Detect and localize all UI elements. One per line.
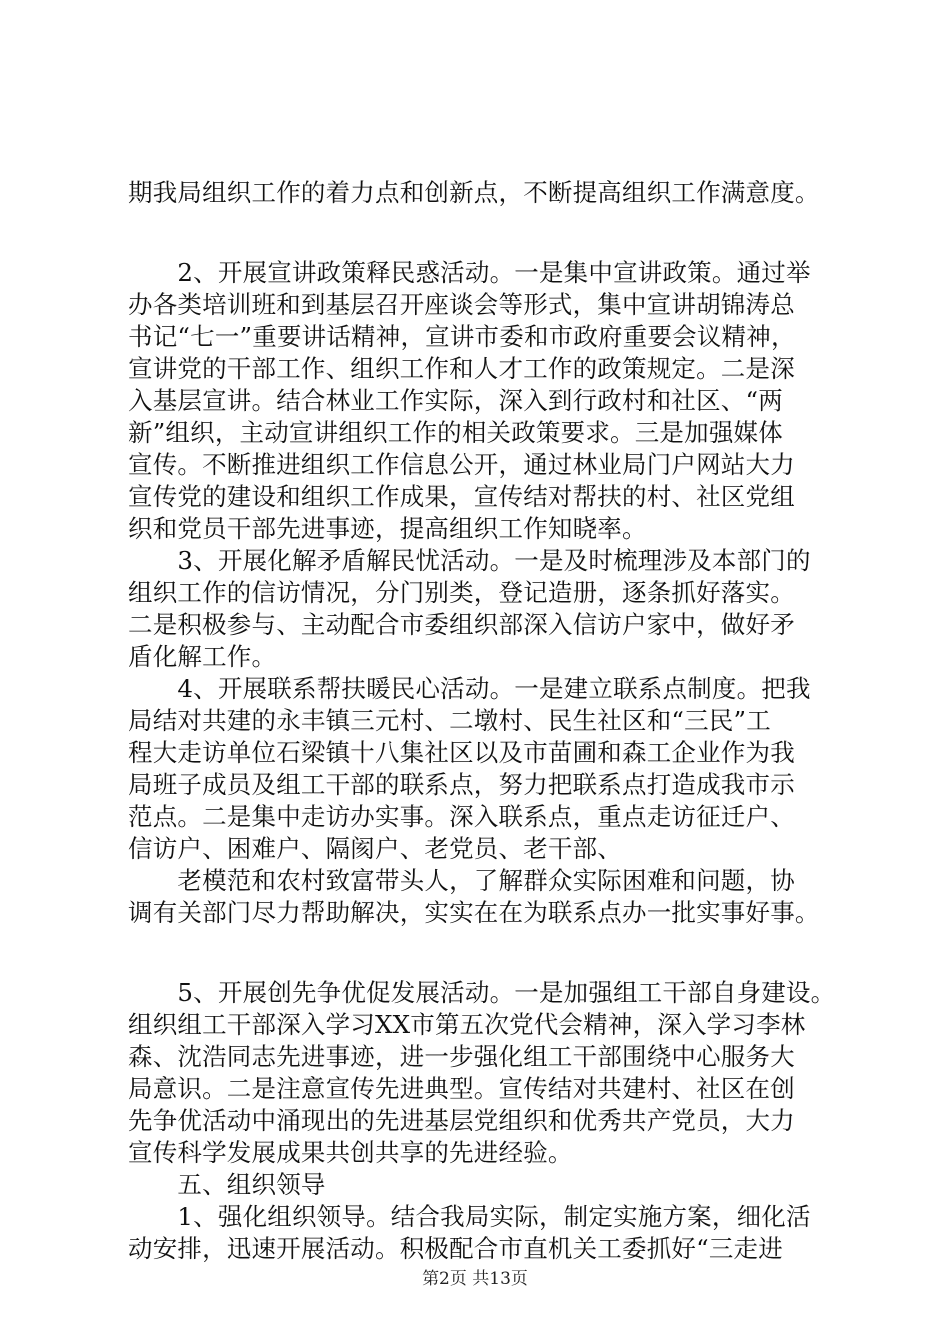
text-line: 1、强化组织领导。结合我局实际，制定实施方案，细化活: [128, 1202, 811, 1231]
text-line: 3、开展化解矛盾解民忧活动。一是及时梳理涉及本部门的: [128, 546, 811, 575]
text-line: 局班子成员及组工干部的联系点，努力把联系点打造成我市示: [128, 770, 795, 799]
text-line: 宣传党的建设和组织工作成果，宣传结对帮扶的村、社区党组: [128, 482, 795, 511]
text-line: 程大走访单位石梁镇十八集社区以及市苗圃和森工企业作为我: [128, 738, 795, 767]
page-number-footer: 第2页 共13页: [422, 1269, 528, 1289]
text-line: 宣传科学发展成果共创共享的先进经验。: [128, 1138, 573, 1167]
text-line: 期我局组织工作的着力点和创新点，不断提高组织工作满意度。: [128, 178, 820, 207]
text-line: 先争优活动中涌现出的先进基层党组织和优秀共产党员，大力: [128, 1106, 795, 1135]
text-line: 森、沈浩同志先进事迹，进一步强化组工干部围绕中心服务大: [128, 1042, 795, 1071]
text-line: 5、开展创先争优促发展活动。一是加强组工干部自身建设。: [128, 978, 836, 1007]
text-line: 局结对共建的永丰镇三元村、二墩村、民生社区和“三民”工: [128, 706, 771, 735]
text-line: 盾化解工作。: [128, 642, 277, 671]
text-line: 2、开展宣讲政策释民惑活动。一是集中宣讲政策。通过举: [128, 258, 811, 287]
text-line: 组织工作的信访情况，分门别类，登记造册，逐条抓好落实。: [128, 578, 795, 607]
text-line: 新”组织，主动宣讲组织工作的相关政策要求。三是加强媒体: [128, 418, 783, 447]
text-line: 织和党员干部先进事迹，提高组织工作知晓率。: [128, 514, 647, 543]
text-line: 信访户、困难户、隔阂户、老党员、老干部、: [128, 834, 622, 863]
text-line: 办各类培训班和到基层召开座谈会等形式，集中宣讲胡锦涛总: [128, 290, 795, 319]
text-line: 二是积极参与、主动配合市委组织部深入信访户家中，做好矛: [128, 610, 795, 639]
text-line: 调有关部门尽力帮助解决，实实在在为联系点办一批实事好事。: [128, 898, 820, 927]
text-line: 局意识。二是注意宣传先进典型。宣传结对共建村、社区在创: [128, 1074, 795, 1103]
text-line: 入基层宣讲。结合林业工作实际，深入到行政村和社区、“两: [128, 386, 783, 415]
text-line: 范点。二是集中走访办实事。深入联系点，重点走访征迁户、: [128, 802, 795, 831]
section-heading: 五、组织领导: [128, 1170, 326, 1199]
text-line: 宣讲党的干部工作、组织工作和人才工作的政策规定。二是深: [128, 354, 795, 383]
text-line: 书记“七一”重要讲话精神，宣讲市委和市政府重要会议精神，: [128, 322, 796, 351]
text-line: 4、开展联系帮扶暖民心活动。一是建立联系点制度。把我: [128, 674, 811, 703]
text-line: 老模范和农村致富带头人，了解群众实际困难和问题，协: [128, 866, 795, 895]
text-line: 动安排，迅速开展活动。积极配合市直机关工委抓好“三走进: [128, 1234, 783, 1263]
text-line: 组织组工干部深入学习XX市第五次党代会精神，深入学习李林: [128, 1010, 806, 1039]
text-line: 宣传。不断推进组织工作信息公开，通过林业局门户网站大力: [128, 450, 795, 479]
